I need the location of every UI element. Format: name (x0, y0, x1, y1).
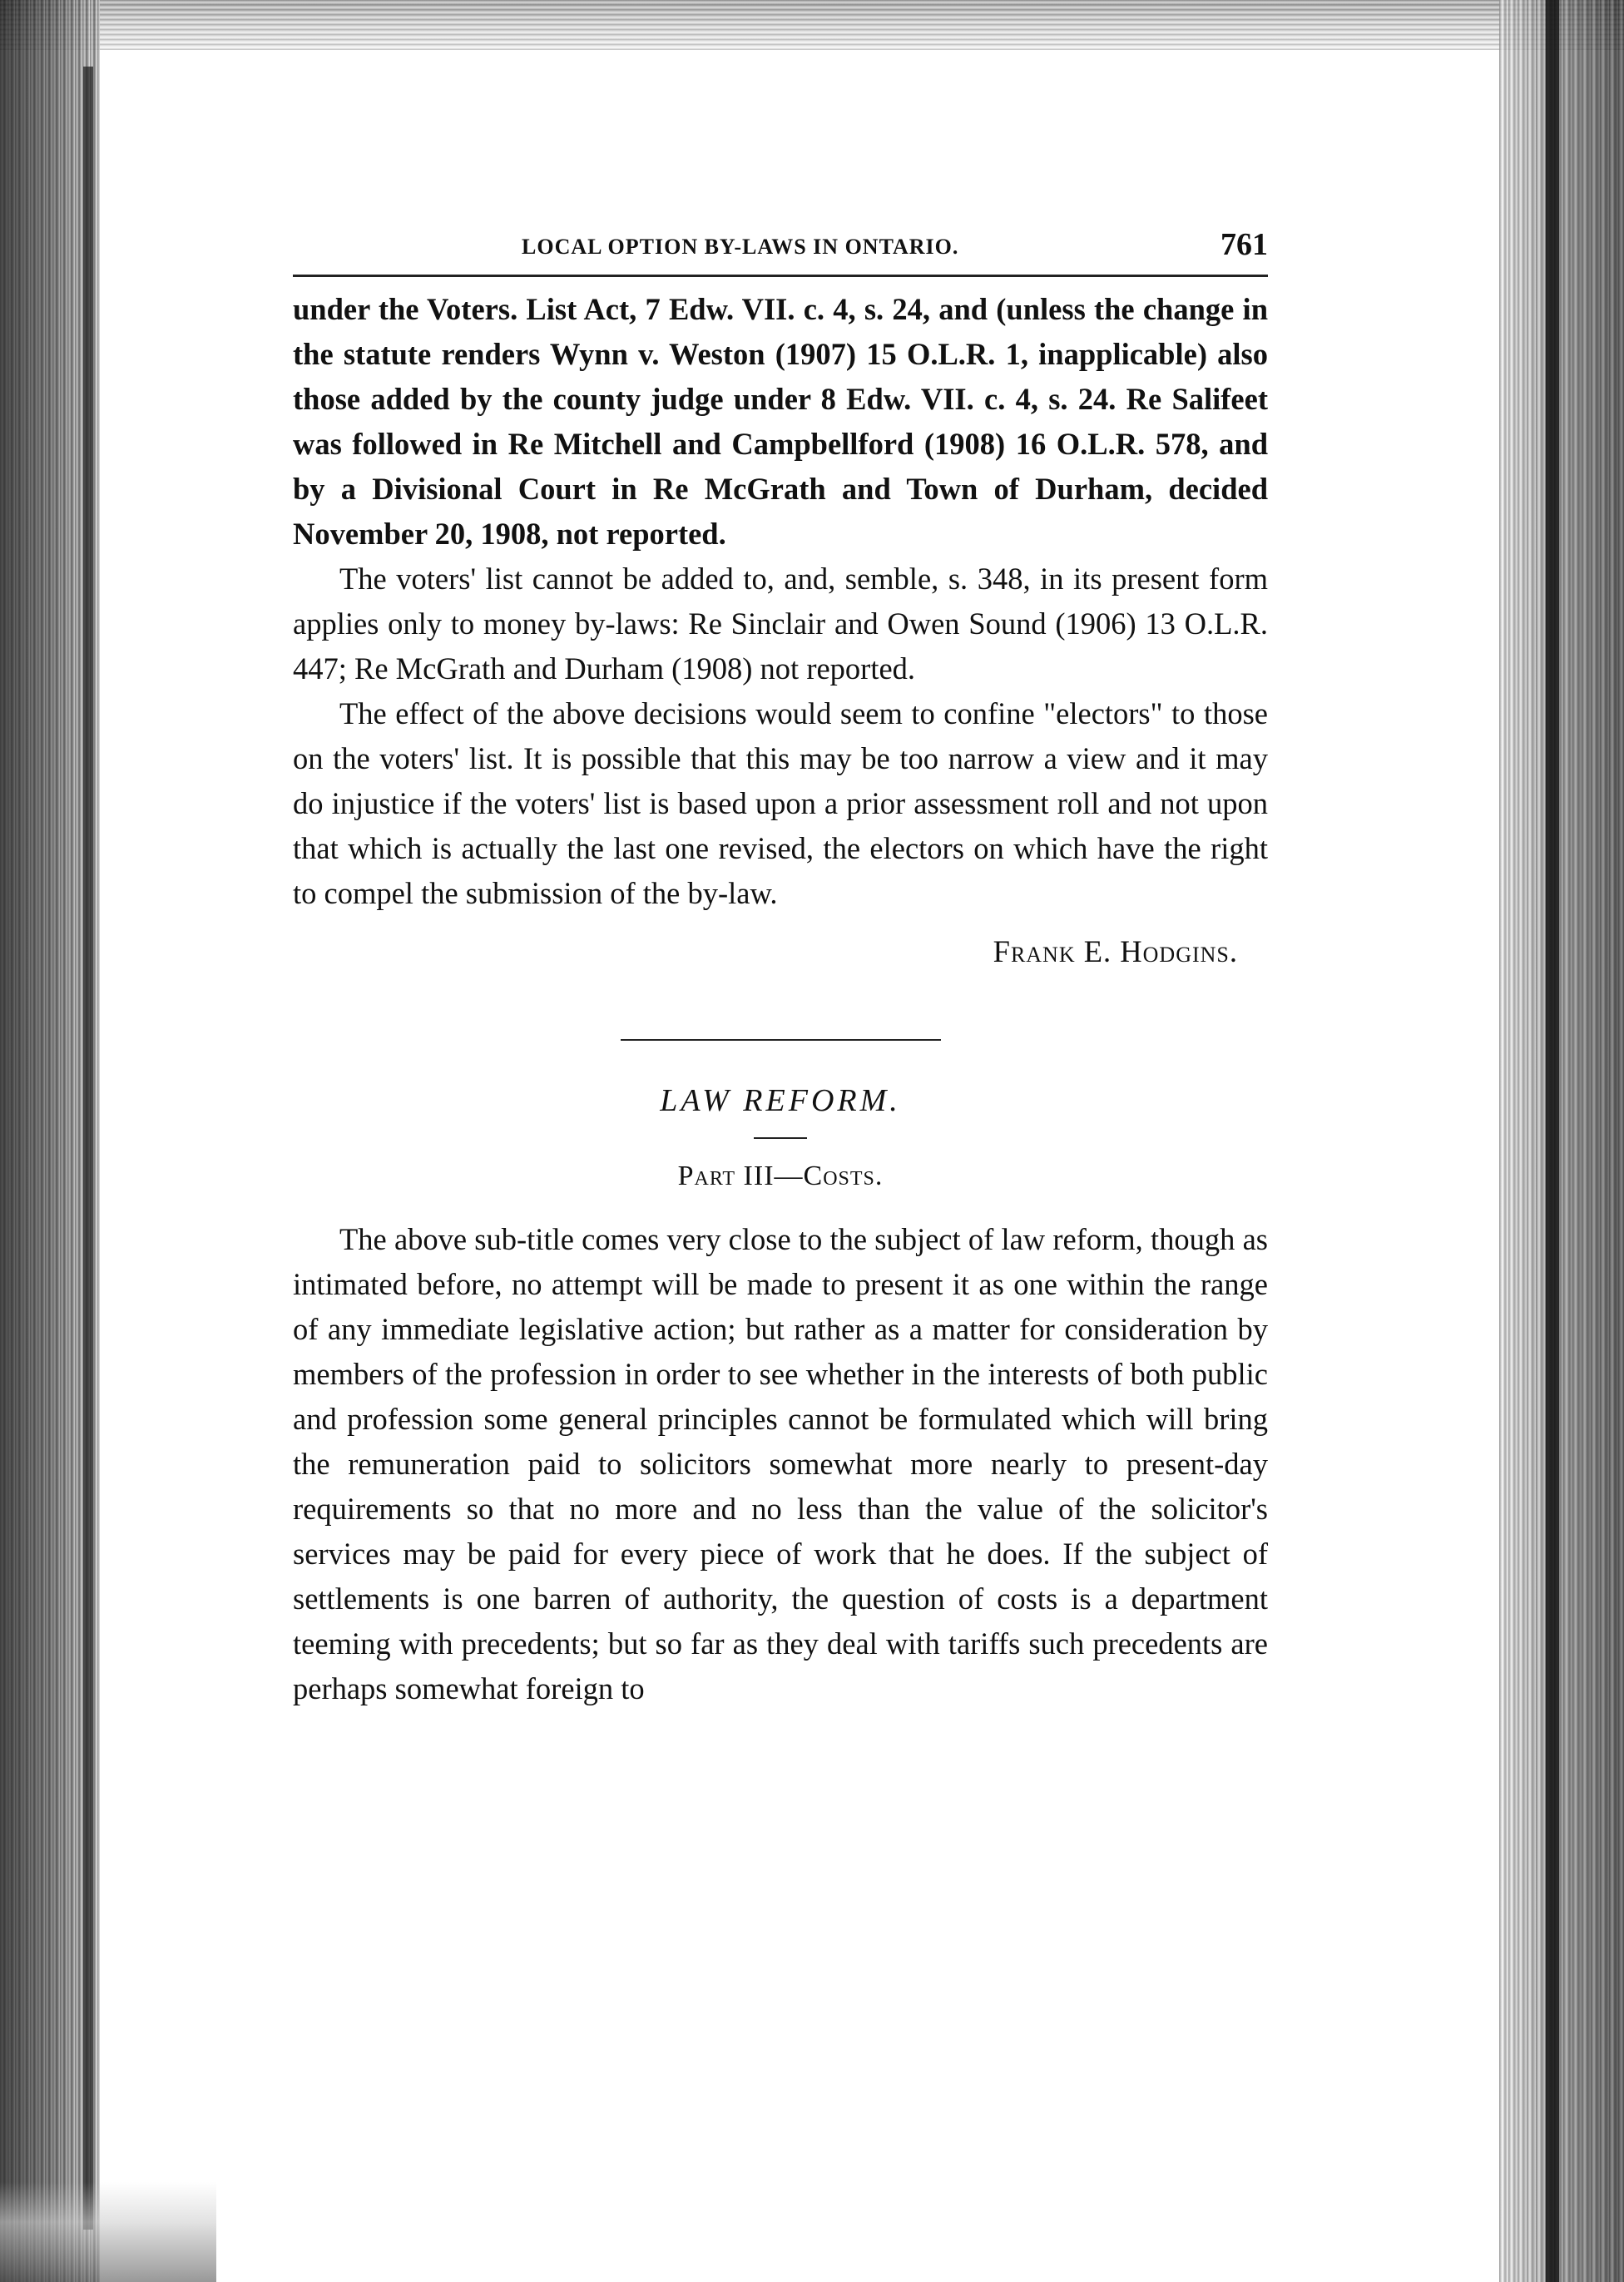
part-title: Part III—Costs. (677, 1161, 884, 1191)
scan-edge-right-shadow (1546, 0, 1559, 2282)
article-body (293, 287, 1268, 974)
scan-edge-right (1499, 0, 1624, 2282)
section-title: LAW REFORM. (660, 1083, 901, 1118)
book-page (293, 225, 1268, 1711)
paragraph: The effect of the above decisions would seem to confine "electors" to those on the voters' list. It is possible that this may be too narrow a view and it may do injustice if the voters' list is based upon a prior assessment roll and not upon that which is actually the last one revised, the electors on which have the right to compel the submission of the by-law. (293, 696, 1268, 910)
header-rule (293, 275, 1268, 277)
scan-edge-top (0, 0, 1624, 50)
section-divider (621, 1039, 941, 1041)
title-divider (754, 1137, 807, 1139)
paragraph: The above sub-title comes very close to the subject of law reform, though as intimated before, no attempt will be made to present it as one within the range of any immediate legislative action; but rather as a matter for consideration by members of the profession in order to see whether in the interests of both public and profession some general principles cannot be formulated which will bring the remuneration paid to solicitors somewhat more nearly to present-day requirements so that no more and no less than the value of the solicitor's services may be paid for every piece of work that he does. If the subject of settlements is one barren of authority, the question of costs is a department teeming with precedents; but so far as they deal with tariffs such precedents are perhaps somewhat foreign to (293, 1222, 1268, 1705)
section-body (293, 1217, 1268, 1711)
scan-edge-bottom (0, 2182, 216, 2282)
paragraph-continued: under the Voters. List Act, 7 Edw. VII. c. 4, s. 24, and (unless the change in the statute renders Wynn v. Weston (1907) 15 O.L.R. 1, inapplicable) also those added by the county judge under 8 Edw. VII. c. 4, s. 24. Re Salifeet was followed in Re Mitchell and Campbellford (1908) 16 O.L.R. 578, and by a Divisional Court in Re McGrath and Town of Durham, decided November 20, 1908, not reported. (293, 292, 1268, 551)
page-number: 761 (1220, 227, 1268, 262)
scan-binding-shadow (83, 67, 93, 2230)
page-header (293, 225, 1268, 275)
running-head: LOCAL OPTION BY-LAWS IN ONTARIO. (522, 235, 959, 259)
author-signature: Frank E. Hodgins. (993, 934, 1238, 968)
paragraph: The voters' list cannot be added to, and, semble, s. 348, in its present form applies only to money by-laws: Re Sinclair and Owen Sound (1906) 13 O.L.R. 447; Re McGrath and Durham (1908) not reported. (293, 562, 1268, 686)
